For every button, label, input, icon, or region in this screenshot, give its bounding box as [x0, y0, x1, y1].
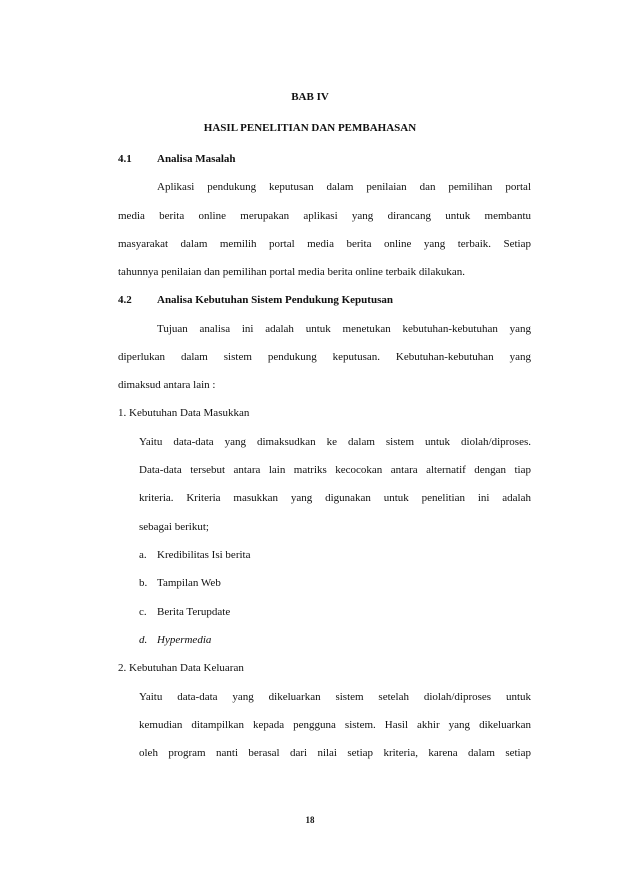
sub-item-text: Berita Terupdate: [157, 606, 231, 618]
list-item-heading: 2. Kebutuhan Data Keluaran: [118, 662, 244, 674]
sub-item-text: Hypermedia: [157, 634, 212, 646]
paragraph-line: Aplikasi pendukung keputusan dalam penilaian dan pemilihan portal: [157, 181, 531, 193]
paragraph-line: tahunnya penilaian dan pemilihan portal media berita online terbaik dilakukan.: [118, 266, 465, 278]
section-title: Analisa Masalah: [157, 153, 236, 165]
sub-item-marker: d.: [139, 634, 148, 646]
section-number: 4.1: [118, 153, 132, 165]
paragraph-line: sebagai berikut;: [139, 521, 209, 533]
paragraph-line: oleh program nanti berasal dari nilai setiap kriteria, karena dalam setiap: [139, 747, 531, 759]
page-number: 18: [305, 815, 315, 825]
section-number: 4.2: [118, 294, 132, 306]
paragraph-line: masyarakat dalam memilih portal media berita online yang terbaik. Setiap: [118, 238, 531, 250]
paragraph-line: Yaitu data-data yang dikeluarkan sistem setelah diolah/diproses untuk: [139, 691, 531, 703]
paragraph-line: Tujuan analisa ini adalah untuk menetukan kebutuhan-kebutuhan yang: [157, 323, 531, 335]
paragraph-line: Data-data tersebut antara lain matriks kecocokan antara alternatif dengan tiap: [139, 464, 531, 476]
paragraph-line: diperlukan dalam sistem pendukung keputusan. Kebutuhan-kebutuhan yang: [118, 351, 531, 363]
sub-item-marker: c.: [139, 606, 147, 618]
paragraph-line: Yaitu data-data yang dimaksudkan ke dalam sistem untuk diolah/diproses.: [139, 436, 531, 448]
section-title: Analisa Kebutuhan Sistem Pendukung Keputusan: [157, 294, 393, 306]
paragraph-line: kriteria. Kriteria masukkan yang digunakan untuk penelitian ini adalah: [139, 492, 531, 504]
sub-item-text: Tampilan Web: [157, 577, 221, 589]
list-item-heading: 1. Kebutuhan Data Masukkan: [118, 407, 250, 419]
sub-item-text: Kredibilitas Isi berita: [157, 549, 251, 561]
paragraph-line: media berita online merupakan aplikasi yang dirancang untuk membantu: [118, 210, 531, 222]
chapter-label: BAB IV: [291, 91, 329, 103]
sub-item-marker: b.: [139, 577, 148, 589]
paragraph-line: kemudian ditampilkan kepada pengguna sistem. Hasil akhir yang dikeluarkan: [139, 719, 531, 731]
chapter-title: HASIL PENELITIAN DAN PEMBAHASAN: [203, 122, 417, 134]
paragraph-line: dimaksud antara lain :: [118, 379, 216, 391]
sub-item-marker: a.: [139, 549, 147, 561]
